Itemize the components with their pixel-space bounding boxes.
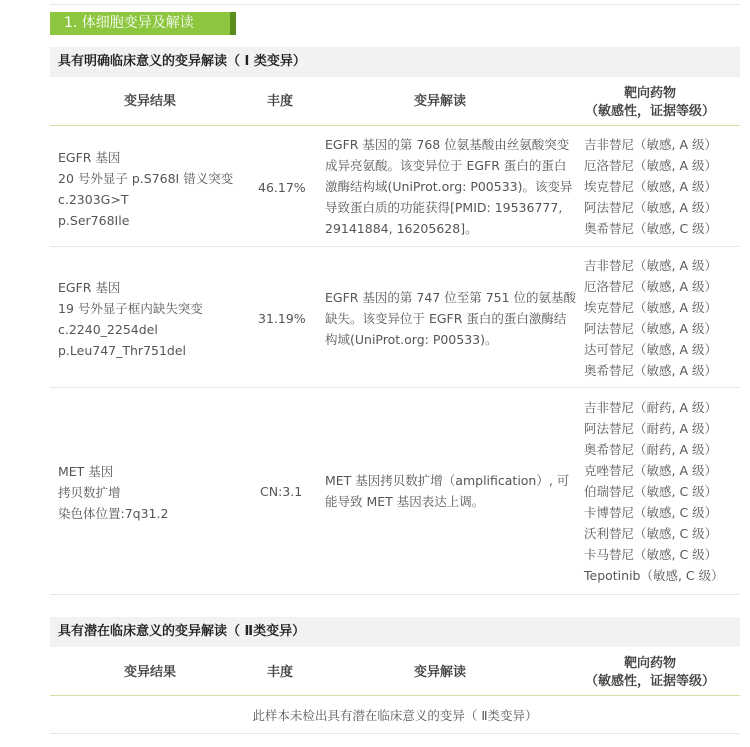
interp-line: EGFR 基因的第 747 位至第 751 位的氨基酸 bbox=[325, 290, 577, 305]
row-divider bbox=[50, 246, 740, 247]
result-line: MET 基因 bbox=[58, 464, 114, 479]
header-divider bbox=[50, 695, 740, 696]
drug-item: 阿法替尼（敏感, A 级） bbox=[584, 321, 717, 336]
interp-line: MET 基因拷贝数扩增（amplification）, 可 bbox=[325, 473, 570, 488]
targeted-drugs bbox=[584, 255, 717, 381]
col-drug-header-line1: 靶向药物 bbox=[623, 656, 676, 671]
variant-frequency: 46.17% bbox=[258, 180, 306, 195]
drug-item: 埃克替尼（敏感, A 级） bbox=[584, 300, 717, 315]
result-line: 拷贝数扩增 bbox=[58, 485, 121, 500]
interp-line: 构域(UniProt.org: P00533)。 bbox=[325, 332, 498, 347]
interp-line: 成异亮氨酸。该变异位于 EGFR 蛋白的蛋白 bbox=[325, 158, 567, 173]
drug-item: Tepotinib（敏感, C 级） bbox=[584, 568, 724, 583]
col-interp-header: 变异解读 bbox=[413, 665, 466, 680]
result-line: c.2240_2254del bbox=[58, 322, 158, 337]
table-bottom-divider bbox=[50, 594, 740, 595]
section-title: 1. 体细胞变异及解读 bbox=[50, 12, 236, 35]
result-line: c.2303G>T bbox=[58, 192, 129, 207]
drug-item: 吉非替尼（耐药, A 级） bbox=[584, 400, 717, 415]
result-line: p.Leu747_Thr751del bbox=[58, 343, 187, 358]
drug-item: 阿法替尼（耐药, A 级） bbox=[584, 421, 717, 436]
col-result-header: 变异结果 bbox=[123, 665, 176, 680]
variant-result bbox=[58, 461, 168, 524]
drug-item: 沃利替尼（敏感, C 级） bbox=[584, 526, 718, 541]
drug-item: 克唑替尼（敏感, A 级） bbox=[584, 463, 717, 478]
drug-item: 伯瑞替尼（敏感, C 级） bbox=[584, 484, 718, 499]
empty-result-note: 此样本未检出具有潜在临床意义的变异（ Ⅱ类变异） bbox=[252, 708, 538, 723]
col-drug-header bbox=[570, 655, 730, 691]
drug-item: 奥希替尼（敏感, A 级） bbox=[584, 363, 717, 378]
drug-item: 卡马替尼（敏感, C 级） bbox=[584, 547, 718, 562]
col-drug-header-line2: （敏感性，证据等级） bbox=[584, 104, 715, 119]
interp-line: 激酶结构域(UniProt.org: P00533)。该变异 bbox=[325, 179, 573, 194]
variant-interpretation bbox=[325, 134, 573, 239]
drug-item: 卡博替尼（敏感, C 级） bbox=[584, 505, 718, 520]
variant-result bbox=[58, 147, 233, 231]
col-drug-header bbox=[570, 85, 730, 121]
interp-line: 能导致 MET 基因表达上调。 bbox=[325, 494, 485, 509]
drug-item: 厄洛替尼（敏感, A 级） bbox=[584, 279, 717, 294]
result-line: 19 号外显子框内缺失突变 bbox=[58, 301, 203, 316]
drug-item: 埃克替尼（敏感, A 级） bbox=[584, 179, 717, 194]
result-line: p.Ser768Ile bbox=[58, 213, 130, 228]
class1-heading: 具有明确临床意义的变异解读（ Ⅰ 类变异） bbox=[50, 47, 740, 77]
top-divider bbox=[50, 4, 740, 5]
variant-interpretation bbox=[325, 287, 576, 350]
drug-item: 吉非替尼（敏感, A 级） bbox=[584, 137, 717, 152]
targeted-drugs bbox=[584, 397, 724, 586]
variant-frequency: CN:3.1 bbox=[260, 484, 303, 499]
targeted-drugs bbox=[584, 134, 717, 239]
col-result-header: 变异结果 bbox=[123, 94, 176, 109]
drug-item: 阿法替尼（敏感, A 级） bbox=[584, 200, 717, 215]
row-divider bbox=[50, 387, 740, 388]
variant-interpretation bbox=[325, 470, 569, 512]
result-line: 20 号外显子 p.S768I 错义突变 bbox=[58, 171, 234, 186]
col-freq-header: 丰度 bbox=[266, 94, 293, 109]
result-line: EGFR 基因 bbox=[58, 280, 121, 295]
header-divider bbox=[50, 125, 740, 126]
drug-item: 奥希替尼（耐药, A 级） bbox=[584, 442, 717, 457]
col-freq-header: 丰度 bbox=[266, 665, 293, 680]
variant-result bbox=[58, 277, 203, 361]
result-line: EGFR 基因 bbox=[58, 150, 121, 165]
col-interp-header: 变异解读 bbox=[413, 94, 466, 109]
table-bottom-divider bbox=[50, 733, 740, 734]
drug-item: 达可替尼（敏感, A 级） bbox=[584, 342, 717, 357]
interp-line: 缺失。该变异位于 EGFR 蛋白的蛋白激酶结 bbox=[325, 311, 567, 326]
interp-line: 29141884, 16205628]。 bbox=[325, 221, 478, 236]
col-drug-header-line1: 靶向药物 bbox=[623, 86, 676, 101]
interp-line: 导致蛋白质的功能获得[PMID: 19536777, bbox=[325, 200, 563, 215]
drug-item: 奥希替尼（敏感, C 级） bbox=[584, 221, 718, 236]
interp-line: EGFR 基因的第 768 位氨基酸由丝氨酸突变 bbox=[325, 137, 570, 152]
variant-frequency: 31.19% bbox=[258, 311, 306, 326]
class2-heading: 具有潜在临床意义的变异解读（ Ⅱ类变异） bbox=[50, 617, 740, 647]
result-line: 染色体位置:7q31.2 bbox=[58, 506, 169, 521]
drug-item: 厄洛替尼（敏感, A 级） bbox=[584, 158, 717, 173]
col-drug-header-line2: （敏感性，证据等级） bbox=[584, 674, 715, 689]
drug-item: 吉非替尼（敏感, A 级） bbox=[584, 258, 717, 273]
